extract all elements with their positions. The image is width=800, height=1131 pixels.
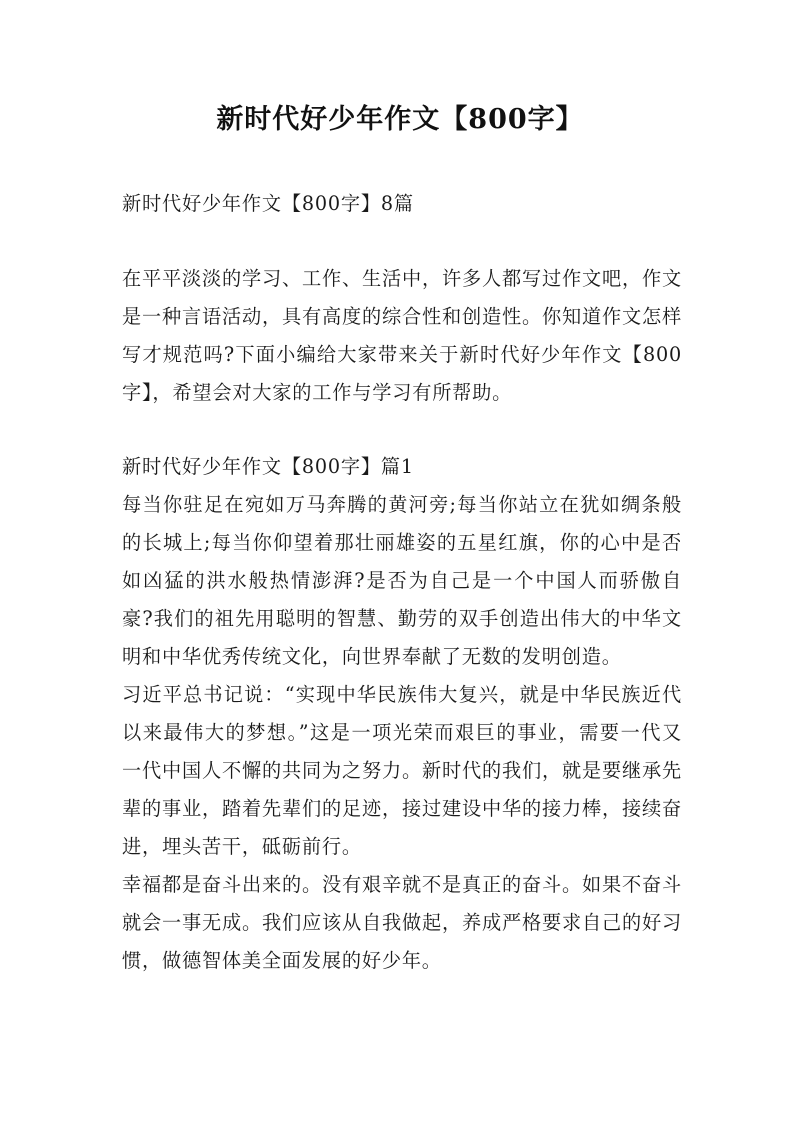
document-body bbox=[122, 185, 682, 980]
intro-paragraph: 在平平淡淡的学习、工作、生活中，许多人都写过作文吧，作文是一种言语活动，具有高度的综合性和创造性。你知道作文怎样写才规范吗?下面小编给大家带来关于新时代好少年作文【800字】，希望会对大家的工作与学习有所帮助。 bbox=[122, 267, 682, 404]
document-subtitle: 新时代好少年作文【800字】8篇 bbox=[122, 192, 414, 215]
section-heading: 新时代好少年作文【800字】篇1 bbox=[122, 455, 414, 478]
document-title: 新时代好少年作文【800字】 bbox=[216, 104, 584, 135]
body-paragraph-3: 幸福都是奋斗出来的。没有艰辛就不是真正的奋斗。如果不奋斗就会一事无成。我们应该从自我做起，养成严格要求自己的好习惯，做德智体美全面发展的好少年。 bbox=[122, 873, 682, 972]
body-paragraph-1: 每当你驻足在宛如万马奔腾的黄河旁;每当你站立在犹如绸条般的长城上;每当你仰望着那壮丽雄姿的五星红旗，你的心中是否如凶猛的洪水般热情澎湃?是否为自己是一个中国人而骄傲自豪?我们的祖先用聪明的智慧、勤劳的双手创造出伟大的中华文明和中华优秀传统文化，向世界奉献了无数的发明创造。 bbox=[122, 493, 682, 668]
spacer bbox=[122, 412, 682, 448]
body-paragraph-2: 习近平总书记说：“实现中华民族伟大复兴，就是中华民族近代以来最伟大的梦想。”这是一项光荣而艰巨的事业，需要一代又一代中国人不懈的共同为之努力。新时代的我们，就是要继承先辈的事业，踏着先辈们的足迹，接过建设中华的接力棒，接续奋进，埋头苦干，砥砺前行。 bbox=[122, 683, 682, 858]
spacer bbox=[122, 223, 682, 260]
